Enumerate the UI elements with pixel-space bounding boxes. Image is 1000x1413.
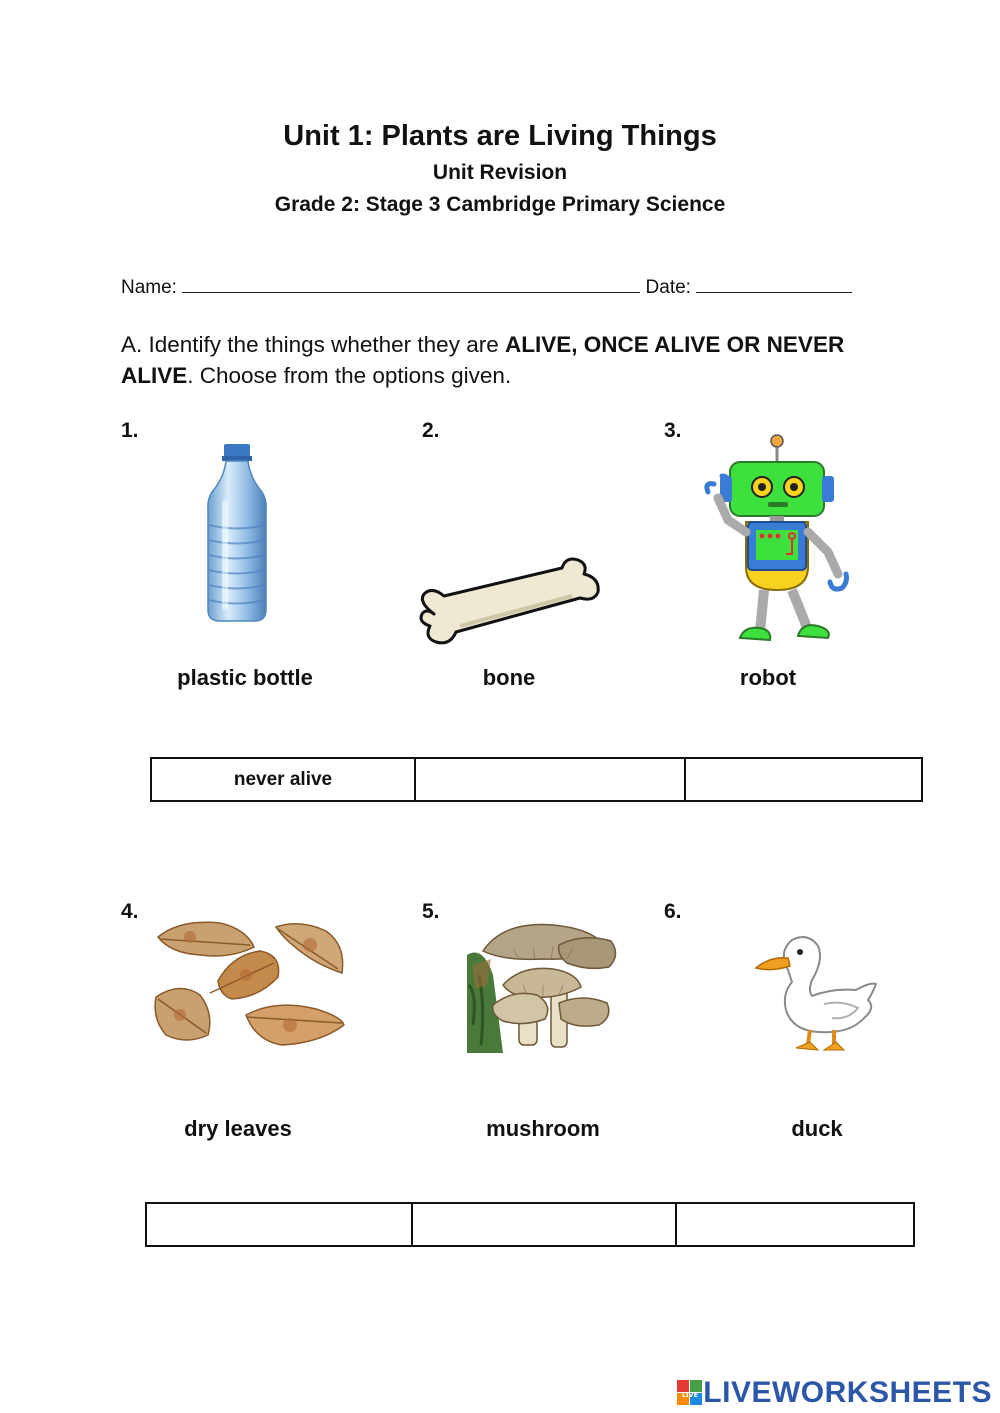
name-date-line xyxy=(121,276,852,299)
answer-cell-6[interactable] xyxy=(676,1203,914,1246)
date-field[interactable] xyxy=(696,276,852,293)
answer-table-2 xyxy=(145,1202,915,1247)
item-number: 1. xyxy=(121,419,139,442)
answer-cell-2[interactable] xyxy=(415,758,685,801)
item-number: 2. xyxy=(422,419,440,442)
item-label: plastic bottle xyxy=(177,665,313,690)
answer-cell-3[interactable] xyxy=(685,758,922,801)
item-label: duck xyxy=(791,1116,843,1141)
item-label: bone xyxy=(482,665,536,690)
item-number: 6. xyxy=(664,900,682,923)
item-number: 4. xyxy=(121,900,139,923)
live-badge-icon xyxy=(677,1380,703,1406)
robot-icon xyxy=(700,432,855,644)
item-label: dry leaves xyxy=(184,1116,292,1141)
svg-text:LIVE: LIVE xyxy=(682,1391,699,1399)
name-label: Name: xyxy=(121,277,177,298)
instructions: A. Identify the things whether they are ALIVE, ONCE ALIVE OR NEVER ALIVE. Choose from the options given. xyxy=(121,332,845,388)
worksheet-subtitle: Unit Revision xyxy=(432,161,568,184)
item-number: 3. xyxy=(664,419,682,442)
answer-cell-1[interactable]: never alive xyxy=(151,758,415,801)
date-label: Date: xyxy=(645,277,691,298)
bone-icon xyxy=(412,552,607,652)
plastic-bottle-icon xyxy=(200,440,275,625)
worksheet-title: Unit 1: Plants are Living Things xyxy=(283,120,717,152)
answer-cell-4[interactable] xyxy=(146,1203,412,1246)
liveworksheets-logo xyxy=(677,1376,992,1410)
answer-cell-5[interactable] xyxy=(412,1203,676,1246)
dry-leaves-icon xyxy=(150,915,350,1050)
item-label: mushroom xyxy=(486,1116,600,1141)
mushroom-icon xyxy=(463,915,623,1055)
name-field[interactable] xyxy=(182,276,640,293)
answer-table-1 xyxy=(150,757,923,802)
item-number: 5. xyxy=(422,900,440,923)
logo-text: LIVEWORKSHEETS xyxy=(703,1376,992,1409)
course-title: Grade 2: Stage 3 Cambridge Primary Science xyxy=(274,193,726,216)
item-label: robot xyxy=(739,665,797,690)
duck-icon xyxy=(752,930,882,1055)
